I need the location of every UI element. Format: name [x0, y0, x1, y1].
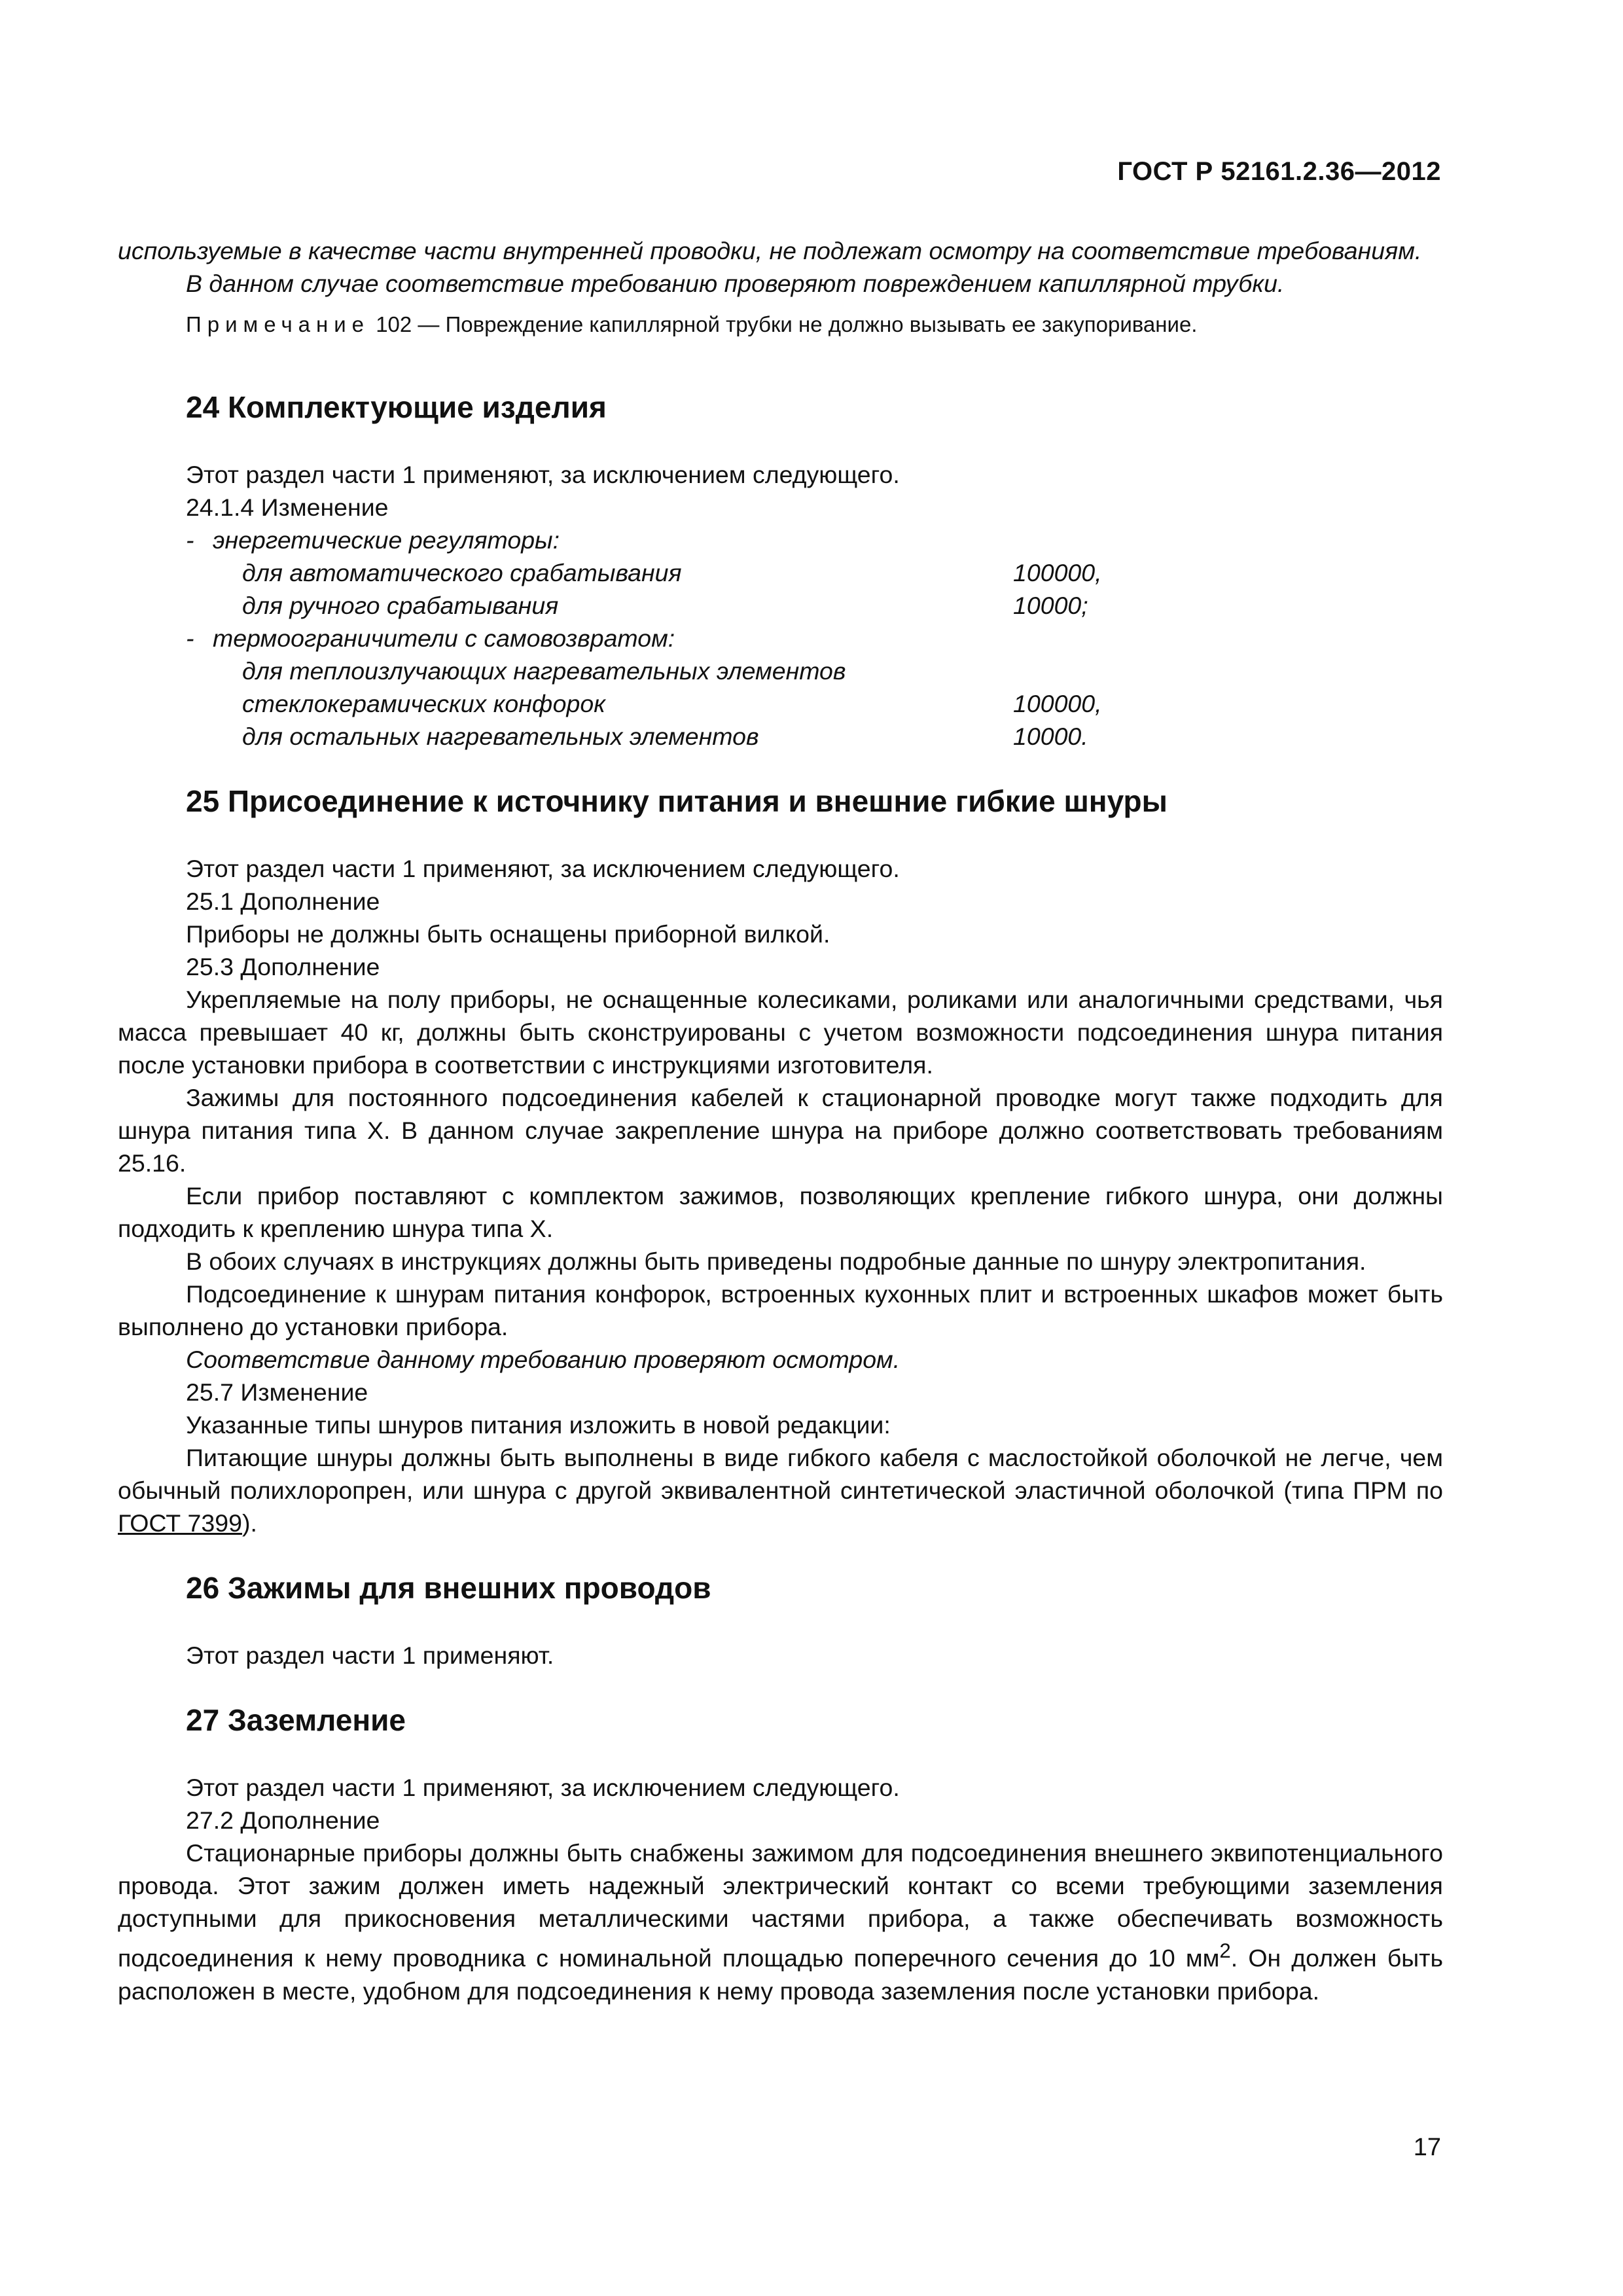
document-body — [118, 234, 1443, 2007]
paragraph: Указанные типы шнуров питания изложить в новой редакции: — [186, 1411, 891, 1439]
clause-25-3: 25.3 Дополнение — [186, 953, 380, 980]
list-item: для автоматического срабатывания 100000, — [242, 559, 1102, 586]
compliance-check: Соответствие данному требованию проверяют осмотром. — [186, 1346, 901, 1373]
section-24-intro: Этот раздел части 1 применяют, за исключением следующего. — [186, 461, 900, 488]
note — [118, 309, 1443, 340]
clause-25-1: 25.1 Дополнение — [186, 888, 380, 915]
paragraph: Зажимы для постоянного подсоединения кабелей к стационарной проводке могут также подходить для шнура питания типа X. В данном случае закрепление шнура на приборе должно соответствовать требованиям 25.16. — [118, 1084, 1443, 1177]
paragraph: В обоих случаях в инструкциях должны быть приведены подробные данные по шнуру электропитания. — [186, 1247, 1366, 1275]
section-24-title: 24 Комплектующие изделия — [186, 390, 607, 424]
clause-27-2: 27.2 Дополнение — [186, 1806, 380, 1834]
compliance-check: В данном случае соответствие требованию проверяют повреждением капиллярной трубки. — [186, 270, 1285, 297]
note-label: Примечание — [186, 312, 370, 336]
paragraph: Если прибор поставляют с комплектом зажимов, позволяющих крепление гибкого шнура, они должны подходить к креплению шнура типа X. — [118, 1182, 1443, 1242]
clause-25-7: 25.7 Изменение — [186, 1378, 368, 1406]
list-item: для теплоизлучающих нагревательных элементов — [242, 657, 846, 685]
section-27-intro: Этот раздел части 1 применяют, за исключением следующего. — [186, 1774, 900, 1801]
cycles-list — [118, 524, 1443, 753]
section-25-title: 25 Присоединение к источнику питания и внешние гибкие шнуры — [186, 784, 1168, 818]
paragraph: Укрепляемые на полу приборы, не оснащенные колесиками, роликами или аналогичными средствами, чья масса превышает 40 кг, должны быть сконструированы с учетом возможности подсоединения шнура питания после установки прибора в соответствии с инструкциями изготовителя. — [118, 986, 1443, 1079]
list-item: - энергетические регуляторы: — [186, 526, 560, 554]
document-header: ГОСТ Р 52161.2.36—2012 — [1117, 157, 1441, 186]
paragraph: Питающие шнуры должны быть выполнены в виде гибкого кабеля с маслостойкой оболочкой не легче, чем обычный полихлоропрен, или шнура с другой эквивалентной синтетической эластичной оболочкой (типа ПРМ по ГОСТ 7399). — [118, 1444, 1443, 1537]
list-item: - термоограничители с самовозвратом: — [186, 624, 675, 652]
paragraph-continuation: используемые в качестве части внутренней проводки, не подлежат осмотру на соответствие требованиям. — [118, 237, 1422, 264]
list-item: для ручного срабатывания 10000; — [242, 592, 1088, 619]
paragraph: Приборы не должны быть оснащены приборной вилкой. — [186, 920, 830, 948]
gost-7399-link[interactable]: ГОСТ 7399 — [118, 1509, 242, 1537]
section-26-title: 26 Зажимы для внешних проводов — [186, 1571, 711, 1605]
list-item: стеклокерамических конфорок 100000, — [242, 690, 1102, 717]
section-26-text: Этот раздел части 1 применяют. — [186, 1641, 554, 1669]
note-text: 102 — Повреждение капиллярной трубки не должно вызывать ее закупоривание. — [376, 312, 1198, 336]
section-27-title: 27 Заземление — [186, 1703, 406, 1737]
paragraph: Подсоединение к шнурам питания конфорок, встроенных кухонных плит и встроенных шкафов может быть выполнено до установки прибора. — [118, 1280, 1443, 1340]
list-item: для остальных нагревательных элементов 10000. — [242, 723, 1088, 750]
clause-24-1-4: 24.1.4 Изменение — [186, 493, 389, 521]
page-number: 17 — [1413, 2134, 1441, 2161]
section-25-intro: Этот раздел части 1 применяют, за исключением следующего. — [186, 855, 900, 882]
paragraph: Стационарные приборы должны быть снабжены зажимом для подсоединения внешнего эквипотенциального провода. Этот зажим должен иметь надежный электрический контакт со всеми требующими заземления доступными для прикосновения металлическими частями прибора, а также обеспечивать возможность подсоединения к нему проводника с номинальной площадью поперечного сечения до 10 $мм^2$. Он должен быть расположен в месте, удобном для подсоединения к нему провода заземления после установки прибора. — [118, 1839, 1443, 2005]
